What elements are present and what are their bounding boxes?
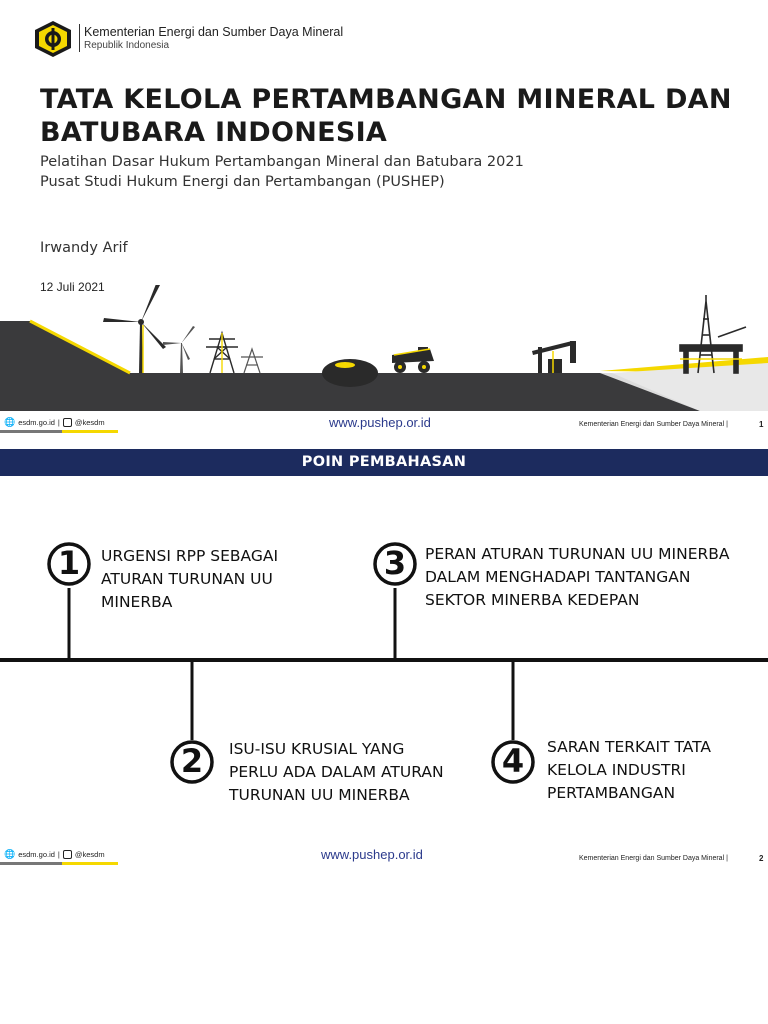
footer-bar-gray bbox=[0, 430, 62, 433]
page-number-2: 2 bbox=[759, 854, 764, 863]
point-4-text bbox=[547, 736, 711, 805]
org-separator bbox=[79, 24, 80, 52]
point-number-3: 3 bbox=[383, 544, 407, 582]
subtitle-line-1: Pelatihan Dasar Hukum Pertambangan Mineral dan Batubara 2021 bbox=[40, 154, 524, 170]
point-3-line-1: PERAN ATURAN TURUNAN UU MINERBA bbox=[425, 545, 730, 563]
point-2-line-2: PERLU ADA DALAM ATURAN bbox=[229, 763, 444, 781]
website-handle[interactable]: esdm.go.id bbox=[18, 418, 55, 427]
point-4-line-3: PERTAMBANGAN bbox=[547, 784, 676, 802]
footer-ministry-2: Kementerian Energi dan Sumber Daya Mineral | bbox=[579, 855, 728, 862]
page-number: 1 bbox=[759, 420, 764, 429]
footer-url[interactable]: www.pushep.or.id bbox=[329, 415, 431, 430]
point-4-line-2: KELOLA INDUSTRI bbox=[547, 761, 686, 779]
point-number-1: 1 bbox=[57, 544, 81, 582]
org-name: Kementerian Energi dan Sumber Daya Mineral bbox=[84, 25, 344, 39]
footer-ministry: Kementerian Energi dan Sumber Daya Mineral | bbox=[579, 421, 728, 428]
industry-landscape-illustration bbox=[0, 285, 768, 411]
transmission-tower-icon bbox=[206, 333, 238, 373]
point-1-line-1: URGENSI RPP SEBAGAI bbox=[101, 547, 279, 565]
presentation-date: 12 Juli 2021 bbox=[40, 280, 105, 294]
footer-social: 🌐 esdm.go.id | @kesdm bbox=[4, 417, 105, 427]
wind-turbine-small-icon bbox=[163, 326, 195, 373]
globe-icon: 🌐 bbox=[4, 417, 16, 427]
point-3-line-2: DALAM MENGHADAPI TANTANGAN bbox=[425, 568, 691, 586]
footer-bar-yellow-2 bbox=[62, 862, 118, 865]
point-2-line-1: ISU-ISU KRUSIAL YANG bbox=[229, 740, 405, 758]
instagram-handle[interactable]: @kesdm bbox=[74, 418, 105, 427]
author-name: Irwandy Arif bbox=[40, 240, 128, 256]
footer-bar-gray-2 bbox=[0, 862, 62, 865]
footer-url-2[interactable]: www.pushep.or.id bbox=[321, 847, 423, 862]
point-1-line-3: MINERBA bbox=[101, 593, 173, 611]
footer-social-2: 🌐 esdm.go.id | @kesdm bbox=[4, 849, 105, 859]
point-1-line-2: ATURAN TURUNAN UU bbox=[101, 570, 273, 588]
subtitle-line-2: Pusat Studi Hukum Energi dan Pertambangan (PUSHEP) bbox=[40, 174, 445, 190]
instagram-icon bbox=[63, 418, 72, 427]
point-4-line-1: SARAN TERKAIT TATA bbox=[547, 738, 712, 756]
point-3-text bbox=[425, 543, 730, 612]
pumpjack-icon bbox=[532, 341, 576, 373]
instagram-handle-2[interactable]: @kesdm bbox=[74, 850, 105, 859]
slide-title-line-1: TATA KELOLA PERTAMBANGAN MINERAL DAN bbox=[40, 84, 732, 115]
org-subtitle: Republik Indonesia bbox=[84, 40, 170, 51]
point-2-line-3: TURUNAN UU MINERBA bbox=[229, 786, 410, 804]
offshore-rig-icon bbox=[680, 295, 746, 373]
point-3-line-3: SEKTOR MINERBA KEDEPAN bbox=[425, 591, 640, 609]
globe-icon: 🌐 bbox=[4, 849, 16, 859]
slide-title-line-2: BATUBARA INDONESIA bbox=[40, 117, 388, 148]
slide-heading: POIN PEMBAHASAN bbox=[301, 454, 467, 470]
slide-title bbox=[40, 83, 732, 149]
instagram-icon bbox=[63, 850, 72, 859]
point-2-text bbox=[229, 738, 444, 807]
website-handle-2[interactable]: esdm.go.id bbox=[18, 850, 55, 859]
point-number-2: 2 bbox=[180, 742, 204, 780]
mining-truck-icon bbox=[392, 347, 434, 373]
ministry-logo-icon bbox=[33, 20, 73, 58]
wind-turbine-icon bbox=[103, 285, 166, 373]
point-1-text bbox=[101, 545, 278, 614]
point-number-4: 4 bbox=[501, 742, 525, 780]
footer-bar-yellow bbox=[62, 430, 118, 433]
